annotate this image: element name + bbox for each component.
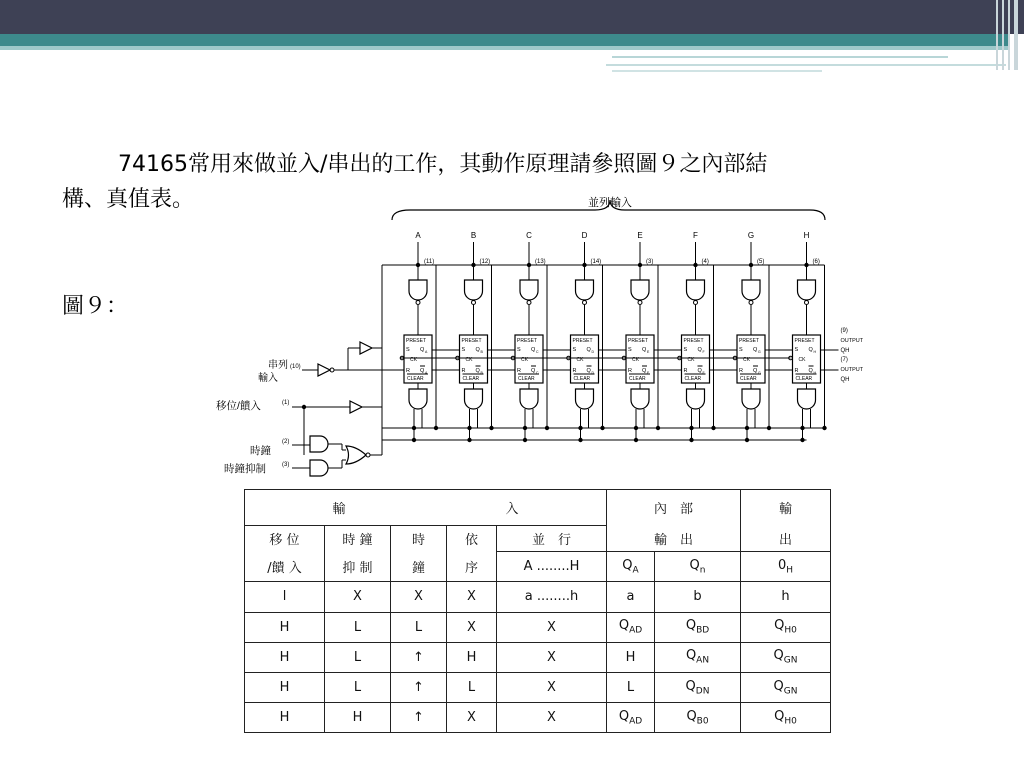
nand-gate: [520, 389, 538, 409]
ff-preset-label: PRESET: [517, 338, 538, 344]
ff-qbar-label: Q: [808, 368, 813, 374]
cell-clk: L: [391, 612, 447, 642]
ff-r-label: R: [683, 368, 688, 374]
ff-preset-label: PRESET: [461, 338, 482, 344]
input-pin: (13): [535, 259, 546, 265]
ff-r-label: R: [628, 368, 632, 374]
cell-clk: X: [391, 582, 447, 612]
header-internal-out: 輸 出: [607, 526, 741, 552]
input-pin: (14): [590, 259, 602, 265]
junction-dot: [545, 426, 549, 430]
ff-ck-label: CK: [410, 357, 417, 363]
cell-qa: H: [607, 642, 655, 672]
cell-clkinh: L: [325, 642, 391, 672]
ff-q-sub: H: [813, 350, 817, 354]
ff-ck-label: CK: [521, 357, 528, 363]
col-qn: $Q_n$: [655, 552, 741, 582]
nand-gate: [409, 280, 427, 300]
col-parallel-top: 並 行: [497, 526, 607, 552]
ff-qbar-label: Q: [697, 368, 702, 374]
junction-dot: [822, 426, 826, 430]
input-pin: (6): [812, 259, 820, 265]
cell-serial: X: [447, 582, 497, 612]
ff-q-sub: B: [480, 350, 483, 354]
cell-parallel: X: [497, 702, 607, 732]
cell-serial: X: [447, 612, 497, 642]
ff-r-label: R: [461, 368, 466, 374]
nand-gate: [798, 389, 816, 409]
input-pin: (11): [424, 259, 435, 265]
ff-qbar-sub: G: [758, 371, 761, 375]
junction-dot: [578, 438, 582, 442]
cell-shift: H: [245, 702, 325, 732]
inverter-bubble: [472, 301, 476, 305]
table-row: [245, 612, 831, 642]
cell-qn: $Q_{BD}$: [655, 612, 741, 642]
cell-out: $Q_{GN}$: [741, 642, 831, 672]
ff-preset-label: PRESET: [628, 338, 649, 344]
nand-gate: [631, 389, 649, 409]
nand-gate: [631, 280, 649, 300]
stage-c: [511, 231, 570, 440]
shift-load-label: 移位/饋入: [216, 400, 261, 412]
output-pin-2: (7): [840, 357, 848, 363]
clock-inhibit-label: 時鐘抑制: [224, 463, 266, 475]
ff-preset-label: PRESET: [739, 338, 760, 344]
cell-parallel: X: [497, 612, 607, 642]
buffer-gate: [360, 342, 372, 354]
col-shift-bottom: /饋 入: [245, 552, 325, 582]
cell-qa: $Q_{AD}$: [607, 612, 655, 642]
ff-r-label: R: [794, 368, 799, 374]
cell-parallel: a ........h: [497, 582, 607, 612]
ff-q-label: Q: [753, 347, 758, 353]
inverter-bubble: [805, 301, 809, 305]
input-label-f: F: [693, 231, 698, 240]
col-clkinh-bottom: 抑 制: [325, 552, 391, 582]
table-row: [245, 672, 831, 702]
ff-ck-label: CK: [687, 357, 695, 363]
header-deco-stripes: [994, 0, 1024, 70]
ff-r-label: R: [406, 368, 410, 374]
ff-qbar-sub: H: [813, 371, 817, 375]
nand-gate: [520, 280, 538, 300]
header-output-2: 出: [741, 526, 831, 552]
cell-qn: $Q_{B0}$: [655, 702, 741, 732]
output-name-2: QH: [840, 377, 850, 383]
nor-gate: [346, 446, 366, 464]
ff-s-label: S: [517, 347, 521, 353]
col-clk-top: 時: [391, 526, 447, 552]
serial-input-label-2: 輸入: [258, 373, 278, 384]
cell-clk: ↑: [391, 642, 447, 672]
col-qa: $Q_A$: [607, 552, 655, 582]
and-gate: [310, 436, 328, 452]
buffer-gate: [350, 401, 362, 413]
clock-pin: (2): [282, 439, 290, 445]
ff-clear-label: CLEAR: [407, 376, 424, 382]
stage-f: [678, 231, 737, 440]
output-label-1: OUTPUT: [840, 338, 864, 344]
junction-dot: [412, 438, 416, 442]
cell-qa: L: [607, 672, 655, 702]
cell-clkinh: H: [325, 702, 391, 732]
nand-gate: [687, 389, 705, 409]
inverter-gate: [318, 364, 330, 376]
ff-qbar-sub: A: [425, 371, 428, 375]
cell-qn: $Q_{AN}$: [655, 642, 741, 672]
cell-shift: H: [245, 612, 325, 642]
cell-parallel: X: [497, 672, 607, 702]
input-label-e: E: [637, 231, 643, 240]
col-clk-bottom: 鐘: [391, 552, 447, 582]
ff-q-label: Q: [808, 347, 813, 353]
ff-s-label: S: [794, 347, 799, 353]
junction-dot: [634, 438, 638, 442]
header-deco-line: [606, 64, 1006, 66]
ff-preset-label: PRESET: [572, 338, 593, 344]
serial-input-pin: (10): [290, 364, 301, 370]
nand-gate: [465, 280, 483, 300]
col-parallel-bottom: A ........H: [497, 552, 607, 582]
header-output-1: 輸: [741, 490, 831, 526]
cell-serial: L: [447, 672, 497, 702]
table-row: [245, 702, 831, 732]
cell-clk: ↑: [391, 702, 447, 732]
ff-qbar-label: Q: [642, 368, 647, 374]
output-name-1: QH: [840, 348, 850, 354]
cell-out: $Q_{H0}$: [741, 702, 831, 732]
cell-shift: H: [245, 672, 325, 702]
ff-qbar-label: Q: [531, 368, 536, 374]
stage-a: [400, 231, 459, 440]
ff-clear-label: CLEAR: [740, 376, 757, 382]
cell-parallel: X: [497, 642, 607, 672]
junction-dot: [467, 438, 471, 442]
nand-gate: [465, 389, 483, 409]
ff-q-label: Q: [531, 347, 536, 353]
col-serial-bottom: 序: [447, 552, 497, 582]
header-bar: [0, 0, 1024, 34]
ff-q-sub: A: [425, 350, 428, 354]
cell-serial: H: [447, 642, 497, 672]
junction-dot: [767, 426, 771, 430]
header-deco-line: [612, 56, 948, 58]
cell-qa: a: [607, 582, 655, 612]
clock-label: 時鐘: [250, 445, 271, 457]
ff-q-sub: D: [591, 350, 595, 354]
cell-qa: $Q_{AD}$: [607, 702, 655, 732]
input-pin: (4): [701, 259, 709, 265]
ff-ck-label: CK: [798, 357, 806, 363]
inverter-bubble: [583, 301, 587, 305]
ff-qbar-label: Q: [586, 368, 591, 374]
stage-b: [456, 231, 515, 440]
stage-g: [733, 231, 792, 440]
ff-clear-label: CLEAR: [629, 376, 646, 382]
header-input: 輸 入: [245, 490, 607, 526]
ff-s-label: S: [461, 347, 466, 353]
col-clkinh-top: 時 鐘: [325, 526, 391, 552]
col-out: $0_H$: [741, 552, 831, 582]
cell-qn: b: [655, 582, 741, 612]
ff-qbar-sub: D: [591, 371, 595, 375]
nand-gate: [742, 280, 760, 300]
ff-s-label: S: [739, 347, 743, 353]
ff-clear-label: CLEAR: [462, 376, 480, 382]
ff-ck-label: CK: [743, 357, 750, 363]
input-label-h: H: [803, 231, 810, 240]
shift-load-pin: (1): [282, 400, 290, 406]
stage-e: [622, 231, 681, 440]
parallel-input-label: 並列輸入: [588, 197, 632, 209]
input-pin: (12): [479, 259, 491, 265]
junction-dot: [711, 426, 715, 430]
ff-q-sub: C: [536, 350, 539, 354]
header-deco-line: [612, 70, 822, 72]
ff-preset-label: PRESET: [794, 338, 815, 344]
ff-clear-label: CLEAR: [795, 376, 813, 382]
junction-dot: [689, 438, 693, 442]
cell-out: $Q_{H0}$: [741, 612, 831, 642]
inverter-bubble: [749, 301, 753, 305]
nand-gate: [742, 389, 760, 409]
ff-qbar-sub: E: [647, 371, 650, 375]
header-internal: 內 部: [607, 490, 741, 526]
ff-preset-label: PRESET: [406, 338, 427, 344]
ff-q-label: Q: [586, 347, 591, 353]
col-serial-top: 依: [447, 526, 497, 552]
clock-inhibit-pin: (3): [282, 462, 290, 468]
ff-clear-label: CLEAR: [573, 376, 591, 382]
ff-s-label: S: [683, 347, 688, 353]
ff-s-label: S: [572, 347, 577, 353]
nand-gate: [576, 280, 594, 300]
ff-s-label: S: [406, 347, 410, 353]
ff-ck-label: CK: [632, 357, 639, 363]
inverter-bubble: [694, 301, 698, 305]
input-label-d: D: [581, 231, 588, 240]
ff-ck-label: CK: [465, 357, 473, 363]
nand-gate: [798, 280, 816, 300]
ff-qbar-label: Q: [753, 368, 758, 374]
ff-r-label: R: [739, 368, 743, 374]
body-text-line-2: 構、真值表。: [62, 187, 195, 212]
ff-r-label: R: [517, 368, 521, 374]
ff-qbar-sub: F: [702, 371, 705, 375]
inverter-bubble: [527, 301, 531, 305]
cell-qn: $Q_{DN}$: [655, 672, 741, 702]
nand-gate: [576, 389, 594, 409]
junction-dot: [523, 438, 527, 442]
body-text-line-1: 74165常用來做並入/串出的工作，其動作原理請參照圖９之內部結: [118, 152, 768, 177]
junction-dot: [656, 426, 660, 430]
ff-q-sub: F: [702, 350, 705, 354]
cell-shift: H: [245, 642, 325, 672]
input-pin: (3): [646, 259, 654, 265]
ff-q-sub: G: [758, 350, 761, 354]
output-pin-1: (9): [840, 328, 848, 334]
figure-label: 圖９：: [62, 294, 129, 319]
ff-qbar-sub: B: [480, 371, 483, 375]
nand-gate: [409, 389, 427, 409]
cell-clkinh: X: [325, 582, 391, 612]
ff-q-label: Q: [420, 347, 425, 353]
cell-shift: l: [245, 582, 325, 612]
col-shift-top: 移 位: [245, 526, 325, 552]
cell-clk: ↑: [391, 672, 447, 702]
inverter-bubble: [416, 301, 420, 305]
nand-gate: [687, 280, 705, 300]
input-label-c: C: [526, 231, 532, 240]
ff-clear-label: CLEAR: [684, 376, 702, 382]
cell-clkinh: L: [325, 672, 391, 702]
ff-s-label: S: [628, 347, 632, 353]
junction-dot: [800, 438, 804, 442]
ff-q-sub: E: [647, 350, 650, 354]
cell-out: $Q_{GN}$: [741, 672, 831, 702]
serial-input-label-1: 串列: [268, 360, 288, 371]
and-gate: [310, 460, 328, 476]
header-accent-line: [0, 46, 1010, 50]
input-pin: (5): [757, 259, 765, 265]
input-label-g: G: [747, 231, 755, 240]
ff-r-label: R: [572, 368, 577, 374]
ff-qbar-sub: C: [536, 371, 539, 375]
ff-clear-label: CLEAR: [518, 376, 535, 382]
cell-out: h: [741, 582, 831, 612]
junction-dot: [745, 438, 749, 442]
junction-dot: [489, 426, 493, 430]
table-row: [245, 582, 831, 612]
header-accent-bar: [0, 34, 1010, 46]
stage-h: [789, 231, 825, 440]
cell-clkinh: L: [325, 612, 391, 642]
ff-qbar-label: Q: [420, 368, 425, 374]
stage-d: [567, 231, 626, 440]
ff-q-label: Q: [642, 347, 647, 353]
ff-preset-label: PRESET: [683, 338, 704, 344]
input-label-a: A: [415, 231, 421, 240]
cell-serial: X: [447, 702, 497, 732]
ff-q-label: Q: [697, 347, 702, 353]
truth-table: [244, 489, 831, 733]
ff-qbar-label: Q: [475, 368, 480, 374]
junction-dot: [434, 426, 438, 430]
logic-circuit-diagram: [210, 190, 864, 480]
ff-ck-label: CK: [576, 357, 584, 363]
ff-q-label: Q: [475, 347, 480, 353]
output-label-2: OUTPUT: [840, 367, 864, 373]
input-label-b: B: [470, 231, 477, 240]
junction-dot: [600, 426, 604, 430]
table-row: [245, 642, 831, 672]
inverter-bubble: [638, 301, 642, 305]
